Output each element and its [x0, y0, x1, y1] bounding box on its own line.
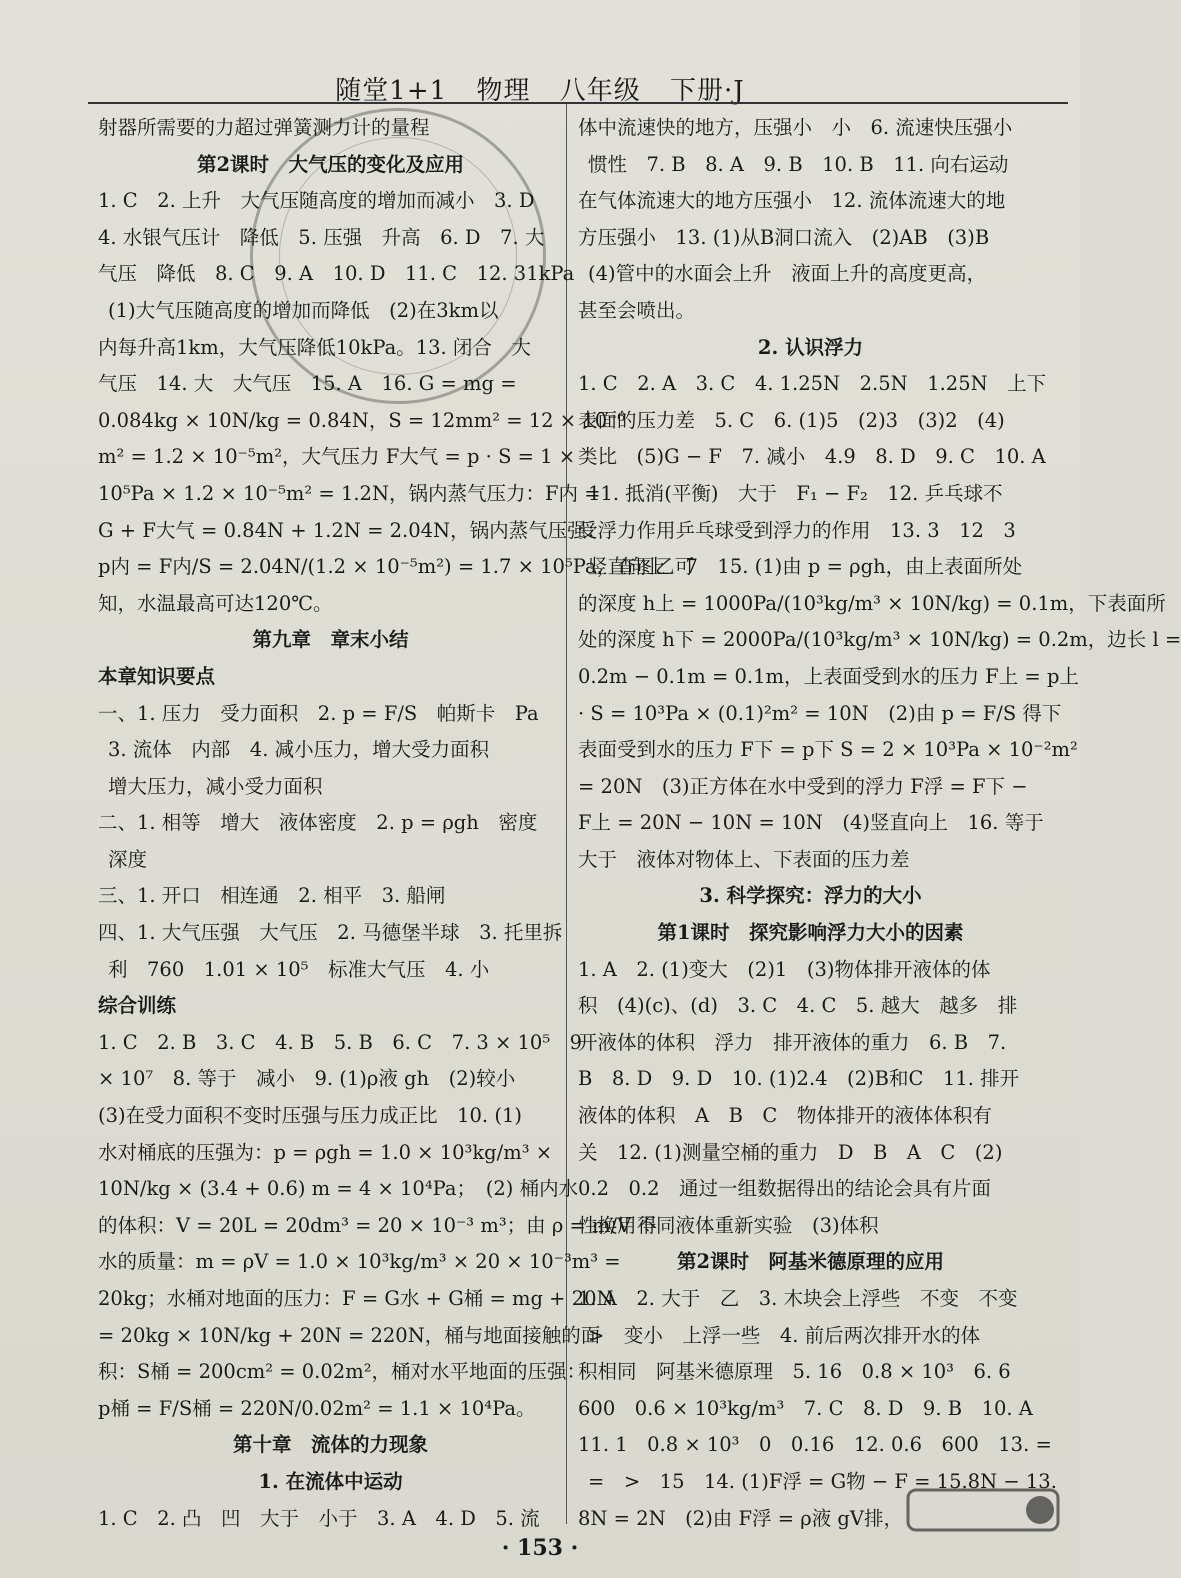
answer-line: 表面受到水的压力 F下 = p下 S = 2 × 10³Pa × 10⁻²m² [578, 738, 1078, 762]
answer-line: 气压 降低 8. C 9. A 10. D 11. C 12. 31kPa [98, 262, 575, 286]
answer-line: 本章知识要点 [98, 664, 216, 688]
answer-line: 竖直向上 7 15. (1)由 p = ρgh，由上表面所处 [588, 555, 1023, 579]
answer-line: 水对桶底的压强为：p = ρgh = 1.0 × 10³kg/m³ × [98, 1140, 553, 1164]
answer-line: > 变小 上浮一些 4. 前后两次排开水的体 [588, 1323, 981, 1347]
answer-line: 0.084kg × 10N/kg = 0.84N，S = 12mm² = 12 × 10⁻⁶ [98, 408, 626, 432]
answer-line: 1. C 2. B 3. C 4. B 5. B 6. C 7. 3 × 10⁵ 9 [98, 1030, 583, 1054]
answer-line: 1. C 2. 凸 凹 大于 小于 3. A 4. D 5. 流 [98, 1506, 540, 1530]
answer-line: 的体积：V = 20L = 20dm³ = 20 × 10⁻³ m³；由 ρ = m/V 得 [98, 1213, 657, 1237]
answer-line: G + F大气 = 0.84N + 1.2N = 2.04N，锅内蒸气压强： [98, 518, 607, 542]
answer-line: 第2课时 大气压的变化及应用 [196, 152, 465, 176]
answer-line: 1. C 2. A 3. C 4. 1.25N 2.5N 1.25N 上下 [578, 372, 1047, 396]
answer-line: 第2课时 阿基米德原理的应用 [676, 1250, 945, 1274]
answer-line: 3. 科学探究：浮力的大小 [699, 884, 922, 908]
answer-line: p内 = F内/S = 2.04N/(1.2 × 10⁻⁵m²) = 1.7 × 10⁵Pa，查图乙可 [98, 555, 695, 579]
answer-line: 第十章 流体的力现象 [232, 1433, 428, 1457]
answer-line: = > 15 14. (1)F浮 = G物 − F = 15.8N − 13. [588, 1469, 1057, 1493]
header-grade: 八年级 [559, 76, 641, 106]
answer-line: 11. 1 0.8 × 10³ 0 0.16 12. 0.6 600 13. = [578, 1433, 1052, 1457]
column-divider [566, 104, 567, 1524]
answer-line: (3)在受力面积不变时压强与压力成正比 10. (1) [98, 1104, 522, 1128]
answer-line: 水的质量：m = ρV = 1.0 × 10³kg/m³ × 20 × 10⁻³m³ = [98, 1250, 621, 1274]
answer-line: B 8. D 9. D 10. (1)2.4 (2)B和C 11. 排开 [578, 1067, 1020, 1091]
answer-line: 四、1. 大气压强 大气压 2. 马德堡半球 3. 托里拆 [98, 921, 563, 945]
answer-line: 第1课时 探究影响浮力大小的因素 [657, 921, 964, 945]
answer-line: 积 (4)(c)、(d) 3. C 4. C 5. 越大 越多 排 [578, 994, 1018, 1018]
answer-line: 1. C 2. 上升 大气压随高度的增加而减小 3. D [98, 189, 535, 213]
answer-line: 在气体流速大的地方压强小 12. 流体流速大的地 [578, 189, 1006, 213]
answer-line: 10⁵Pa × 1.2 × 10⁻⁵m² = 1.2N，锅内蒸气压力：F内 = [98, 481, 601, 505]
page-number: · 153 · [501, 1535, 579, 1561]
answer-line: 一、1. 压力 受力面积 2. p = F/S 帕斯卡 Pa [98, 701, 539, 725]
answer-line: 体中流速快的地方，压强小 小 6. 流速快压强小 [578, 116, 1013, 139]
answer-line: 性换用不同液体重新实验 (3)体积 [578, 1213, 879, 1237]
header-volume: 下册·J [670, 76, 745, 106]
answer-line: 内每升高1km，大气压降低10kPa。13. 闭合 大 [98, 335, 531, 359]
answer-line: 第九章 章末小结 [252, 628, 409, 652]
answer-line: 受浮力作用乒乓球受到浮力的作用 13. 3 12 3 [578, 518, 1016, 542]
answer-line: F上 = 20N − 10N = 10N (4)竖直向上 16. 等于 [578, 811, 1044, 835]
answer-line: 2. 认识浮力 [757, 335, 864, 359]
answer-line: 综合训练 [98, 994, 177, 1018]
answer-line: 处的深度 h下 = 2000Pa/(10³kg/m³ × 10N/kg) = 0.2m，边长 l = [578, 628, 1181, 652]
answer-line: 气压 14. 大 大气压 15. A 16. G = mg = [98, 372, 517, 396]
answer-line: 惯性 7. B 8. A 9. B 10. B 11. 向右运动 [588, 152, 1009, 176]
header-subject: 物理 [476, 76, 531, 106]
answer-line: 大于 液体对物体上、下表面的压力差 [578, 847, 910, 871]
answer-line: 三、1. 开口 相连通 2. 相平 3. 船闸 [98, 884, 446, 908]
answer-line: 开液体的体积 浮力 排开液体的重力 6. B 7. [578, 1030, 1007, 1054]
answer-line: 的深度 h上 = 1000Pa/(10³kg/m³ × 10N/kg) = 0.1m，下表面所 [578, 591, 1166, 615]
answer-line: 深度 [108, 847, 148, 871]
answer-line: 8N = 2N (2)由 F浮 = ρ液 gV排， [578, 1506, 903, 1530]
answer-line: 10N/kg × (3.4 + 0.6) m = 4 × 10⁴Pa； (2) 桶内水 [98, 1177, 579, 1201]
answer-line: (4)管中的水面会上升 液面上升的高度更高， [588, 262, 987, 286]
header-series: 随堂1+1 [335, 76, 448, 106]
answer-line: = 20N (3)正方体在水中受到的浮力 F浮 = F下 − [578, 774, 1028, 798]
answer-line: · S = 10³Pa × (0.1)²m² = 10N (2)由 p = F/S 得下 [578, 701, 1062, 725]
answer-line: 11. 抵消(平衡) 大于 F₁ − F₂ 12. 乒乓球不 [588, 481, 1003, 505]
answer-line: 0.2m − 0.1m = 0.1m，上表面受到水的压力 F上 = p上 [578, 664, 1079, 688]
answer-line: (1)大气压随高度的增加而降低 (2)在3km以 [108, 298, 499, 322]
answer-line: 1. A 2. (1)变大 (2)1 (3)物体排开液体的体 [578, 957, 991, 981]
answer-line: p桶 = F/S桶 = 220N/0.02m² = 1.1 × 10⁴Pa。 [98, 1396, 536, 1420]
answer-line: 积相同 阿基米德原理 5. 16 0.8 × 10³ 6. 6 [578, 1360, 1011, 1384]
answer-line: 积：S桶 = 200cm² = 0.02m²，桶对水平地面的压强： [98, 1360, 587, 1384]
header-rule [88, 102, 1068, 104]
answer-line: 甚至会喷出。 [578, 298, 696, 322]
answer-line: 表面的压力差 5. C 6. (1)5 (2)3 (3)2 (4) [578, 408, 1005, 432]
answer-line: 关 12. (1)测量空桶的重力 D B A C (2) [578, 1140, 1003, 1164]
right-column [578, 110, 1181, 1537]
answer-line: = 20kg × 10N/kg + 20N = 220N，桶与地面接触的面 [98, 1323, 601, 1347]
answer-line: 0.2 0.2 通过一组数据得出的结论会具有片面 [578, 1177, 992, 1201]
answer-line: 利 760 1.01 × 10⁵ 标准大气压 4. 小 [108, 957, 490, 981]
answer-line: 方压强小 13. (1)从B洞口流入 (2)AB (3)B [578, 225, 990, 249]
answer-line: 600 0.6 × 10³kg/m³ 7. C 8. D 9. B 10. A [578, 1396, 1033, 1420]
answer-line: 二、1. 相等 增大 液体密度 2. p = ρgh 密度 [98, 811, 538, 835]
answer-line: 1. A 2. 大于 乙 3. 木块会上浮些 不变 不变 [578, 1287, 1018, 1310]
answer-line: 液体的体积 A B C 物体排开的液体体积有 [578, 1104, 992, 1128]
answer-line: 3. 流体 内部 4. 减小压力，增大受力面积 [108, 738, 490, 762]
answer-line: 20kg；水桶对地面的压力：F = G水 + G桶 = mg + 20N [98, 1287, 614, 1310]
answer-line: 1. 在流体中运动 [258, 1469, 403, 1493]
answer-line: × 10⁷ 8. 等于 减小 9. (1)ρ液 gh (2)较小 [98, 1067, 516, 1091]
answer-line: 增大压力，减小受力面积 [108, 774, 323, 798]
answer-line: 知，水温最高可达120℃。 [98, 591, 333, 615]
answer-line: 4. 水银气压计 降低 5. 压强 升高 6. D 7. 大 [98, 225, 545, 249]
answer-line: 类比 (5)G − F 7. 减小 4.9 8. D 9. C 10. A [578, 445, 1046, 469]
answer-line: 射器所需要的力超过弹簧测力计的量程 [98, 116, 430, 139]
answer-line: m² = 1.2 × 10⁻⁵m²，大气压力 F大气 = p · S = 1 × [98, 445, 576, 469]
